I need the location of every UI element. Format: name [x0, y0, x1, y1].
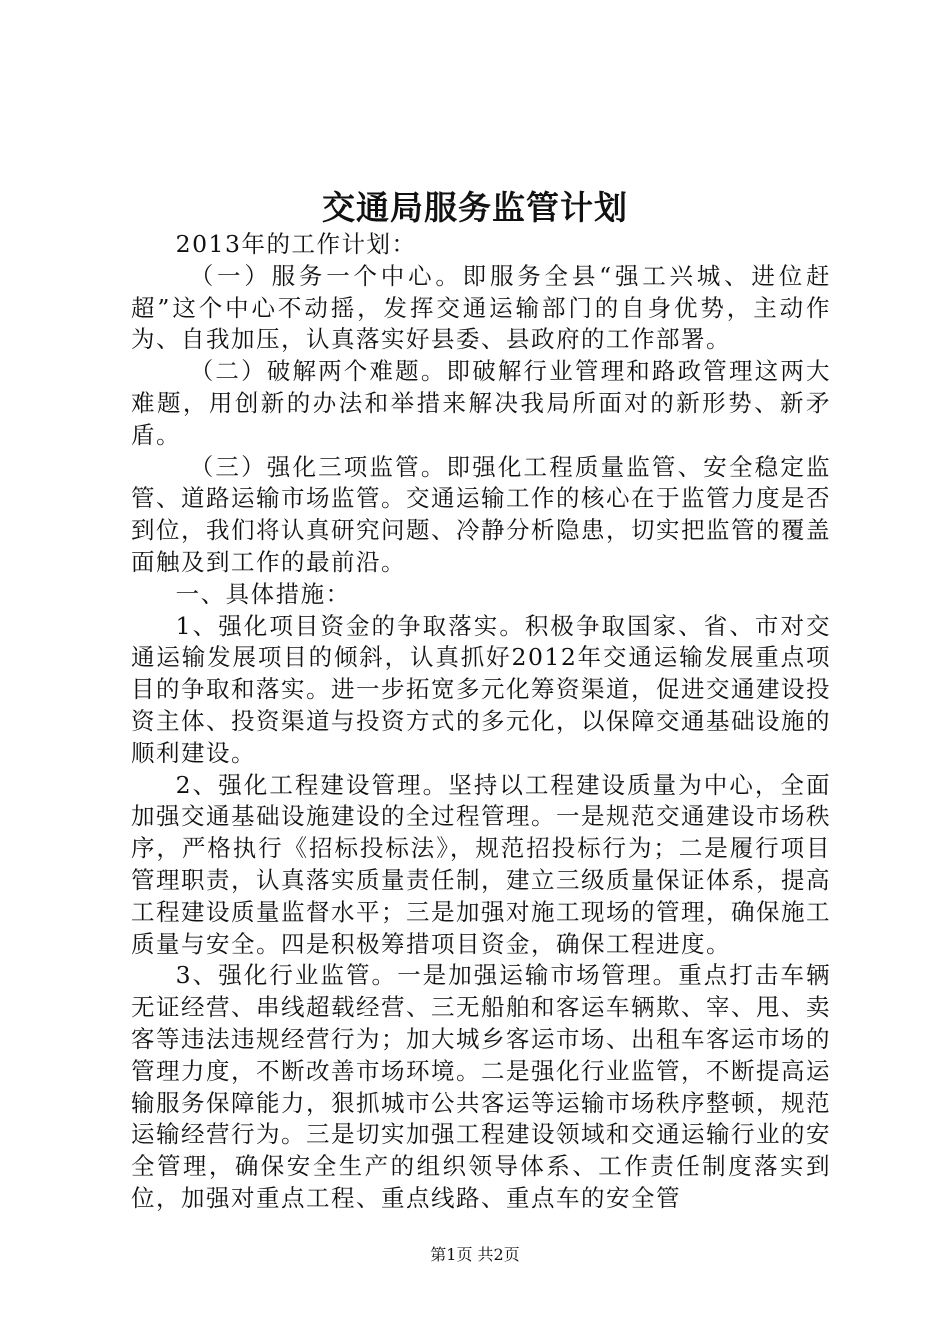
paragraph-item-3: （三）强化三项监管。即强化工程质量监管、安全稳定监管、道路运输市场监管。交通运输工作的核心在于监管力度是否到位，我们将认真研究问题、冷静分析隐患，切实把监管的覆盖面触及到工作的最前沿。: [131, 452, 831, 576]
paragraph-item-2: （二）破解两个难题。即破解行业管理和路政管理这两大难题，用创新的办法和举措来解决我局所面对的新形势、新矛盾。: [131, 357, 831, 449]
paragraph-item-1: （一）服务一个中心。即服务全县“强工兴城、进位赶超”这个中心不动摇，发挥交通运输部门的自身优势，主动作为、自我加压，认真落实好县委、县政府的工作部署。: [131, 261, 831, 354]
document-title: 交通局服务监管计划: [322, 188, 628, 227]
page-footer: 第1页 共2页: [430, 1245, 520, 1264]
document-body: [131, 229, 831, 1215]
paragraph-measure-2: 2、强化工程建设管理。坚持以工程建设质量为中心，全面加强交通基础设施建设的全过程管理。一是规范交通建设市场秩序，严格执行《招标投标法》，规范招投标行为；二是履行项目管理职责，认真落实质量责任制，建立三级质量保证体系，提高工程建设质量监督水平；三是加强对施工现场的管理，确保施工质量与安全。四是积极筹措项目资金，确保工程进度。: [131, 770, 831, 958]
paragraph-measure-1: 1、强化项目资金的争取落实。积极争取国家、省、市对交通运输发展项目的倾斜，认真抓好2012年交通运输发展重点项目的争取和落实。进一步拓宽多元化筹资渠道，促进交通建设投资主体、投资渠道与投资方式的多元化，以保障交通基础设施的顺利建设。: [131, 611, 831, 767]
paragraph-measure-3: 3、强化行业监管。一是加强运输市场管理。重点打击车辆无证经营、串线超载经营、三无船舶和客运车辆欺、宰、甩、卖客等违法违规经营行为；加大城乡客运市场、出租车客运市场的管理力度，不断改善市场环境。二是强化行业监管，不断提高运输服务保障能力，狠抓城市公共客运等运输市场秩序整顿，规范运输经营行为。三是切实加强工程建设领域和交通运输行业的安全管理，确保安全生产的组织领导体系、工作责任制度落实到位，加强对重点工程、重点线路、重点车的安全管: [131, 961, 831, 1212]
paragraph-intro: 2013年的工作计划：: [175, 230, 417, 258]
section-heading-measures: 一、具体措施：: [175, 579, 351, 608]
